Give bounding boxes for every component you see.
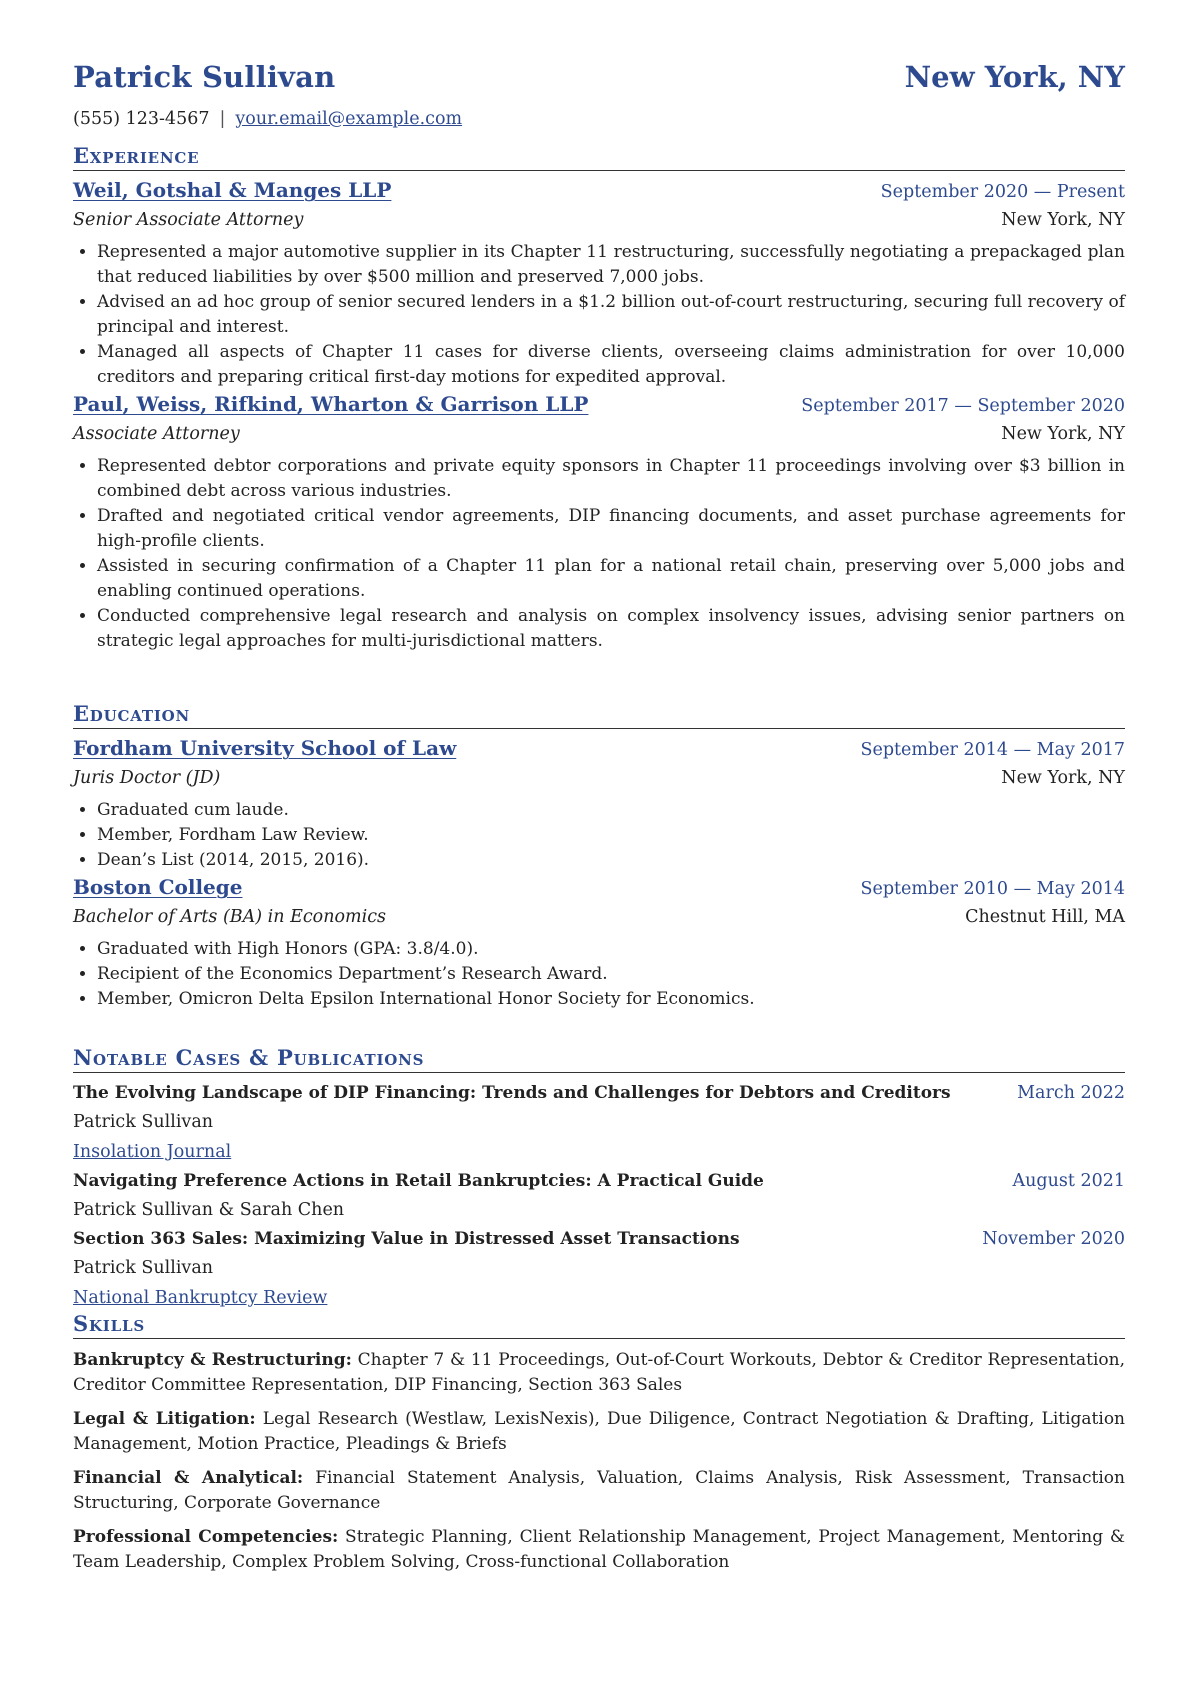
publication-venue-link[interactable]: National Bankruptcy Review [73,1288,328,1308]
skill-text: Chapter 7 & 11 Proceedings, Out-of-Court Workouts, Debtor & Creditor Representation, Creditor Committee Representation, DIP Financing, Section 363 Sales [73,1350,1125,1395]
experience-section [73,143,1125,654]
entry-location: New York, NY [1001,424,1125,444]
publication-date: August 2021 [1012,1171,1125,1191]
bullet-item: • Conducted comprehensive legal research and analysis on complex insolvency issues, advising senior partners on strategic legal approaches for multi-jurisdictional matters. [97,604,1125,654]
bullet-list [73,240,1125,390]
section-title: Notable Cases & Publications [73,1045,1125,1073]
school-link[interactable]: Boston College [73,875,243,899]
entry-dates: September 2014 — May 2017 [860,740,1125,760]
publication-title: Section 363 Sales: Maximizing Value in Distressed Asset Transactions [73,1229,740,1249]
section-title: Skills [73,1311,1125,1339]
publications-section [73,1045,1125,1313]
bullet-item: • Dean’s List (2014, 2015, 2016). [97,848,1125,873]
bullet-list [73,454,1125,654]
experience-entry [73,176,1125,390]
publication-authors: Patrick Sullivan [73,1258,214,1278]
contact-separator: | [219,109,226,129]
skill-group [73,1407,1125,1457]
entry-dates: September 2020 — Present [880,182,1125,202]
publication-entry [73,1079,1125,1167]
education-section [73,701,1125,1012]
skill-label: Bankruptcy & Restructuring: [73,1350,352,1370]
skill-text: Strategic Planning, Client Relationship Management, Project Management, Mentoring & Team Leadership, Complex Problem Solving, Cross-functional Collaboration [73,1527,1125,1572]
publication-entry [73,1225,1125,1313]
bullet-item: • Member, Omicron Delta Epsilon International Honor Society for Economics. [97,987,1125,1012]
skill-label: Financial & Analytical: [73,1468,304,1488]
bullet-item: • Recipient of the Economics Department’s Research Award. [97,962,1125,987]
bullet-item: • Drafted and negotiated critical vendor agreements, DIP financing documents, and asset purchase agreements for high-profile clients. [97,504,1125,554]
bullet-list [73,798,1125,873]
bullet-item: • Represented debtor corporations and private equity sponsors in Chapter 11 proceedings involving over $3 billion in combined debt across various industries. [97,454,1125,504]
skill-text: Legal Research (Westlaw, LexisNexis), Due Diligence, Contract Negotiation & Drafting, Litigation Management, Motion Practice, Pleadings & Briefs [73,1409,1126,1454]
email-link[interactable]: your.email@example.com [235,109,463,129]
school-link[interactable]: Fordham University School of Law [73,736,457,760]
contact-info [73,109,462,129]
publication-title: Navigating Preference Actions in Retail Bankruptcies: A Practical Guide [73,1171,764,1191]
bullet-item: • Member, Fordham Law Review. [97,823,1125,848]
phone-number: (555) 123-4567 [73,109,210,129]
entry-dates: September 2017 — September 2020 [801,396,1125,416]
degree-title: Bachelor of Arts (BA) in Economics [73,907,386,927]
employer-link[interactable]: Paul, Weiss, Rifkind, Wharton & Garrison LLP [73,392,589,416]
skill-text: Financial Statement Analysis, Valuation, Claims Analysis, Risk Assessment, Transaction Structuring, Corporate Governance [73,1468,1125,1513]
section-title: Education [73,701,1125,729]
publication-date: November 2020 [982,1229,1125,1249]
section-title: Experience [73,143,1125,171]
bullet-item: • Graduated with High Honors (GPA: 3.8/4.0). [97,937,1125,962]
candidate-location: New York, NY [904,60,1125,94]
bullet-item: • Graduated cum laude. [97,798,1125,823]
bullet-item: • Managed all aspects of Chapter 11 cases for diverse clients, overseeing claims administration for over 10,000 creditors and preparing critical first-day motions for expedited approval. [97,340,1125,390]
publication-date: March 2022 [1017,1083,1125,1103]
publication-authors: Patrick Sullivan & Sarah Chen [73,1200,345,1220]
resume-header [73,60,1125,100]
employer-link[interactable]: Weil, Gotshal & Manges LLP [73,178,392,202]
publication-title: The Evolving Landscape of DIP Financing: Trends and Challenges for Debtors and Creditors [73,1083,951,1103]
job-title: Senior Associate Attorney [73,210,304,230]
bullet-list [73,937,1125,1012]
job-title: Associate Attorney [73,424,240,444]
experience-entry [73,390,1125,654]
skills-section [73,1311,1125,1575]
candidate-name: Patrick Sullivan [73,60,336,94]
education-entry [73,734,1125,873]
entry-location: New York, NY [1001,210,1125,230]
bullet-item: • Advised an ad hoc group of senior secured lenders in a $1.2 billion out-of-court restructuring, securing full recovery of principal and interest. [97,290,1125,340]
skill-group [73,1466,1125,1516]
skill-label: Legal & Litigation: [73,1409,256,1429]
skill-group [73,1525,1125,1575]
entry-dates: September 2010 — May 2014 [860,879,1125,899]
resume-page [73,0,1125,1683]
entry-location: New York, NY [1001,768,1125,788]
skill-group [73,1348,1125,1398]
publication-entry [73,1167,1125,1225]
publication-authors: Patrick Sullivan [73,1112,214,1132]
publication-venue-link[interactable]: Insolation Journal [73,1142,232,1162]
bullet-item: • Assisted in securing confirmation of a Chapter 11 plan for a national retail chain, preserving over 5,000 jobs and enabling continued operations. [97,554,1125,604]
skill-label: Professional Competencies: [73,1527,339,1547]
degree-title: Juris Doctor (JD) [73,768,221,788]
entry-location: Chestnut Hill, MA [965,907,1125,927]
education-entry [73,873,1125,1012]
bullet-item: • Represented a major automotive supplier in its Chapter 11 restructuring, successfully negotiating a prepackaged plan that reduced liabilities by over $500 million and preserved 7,000 jobs. [97,240,1125,290]
